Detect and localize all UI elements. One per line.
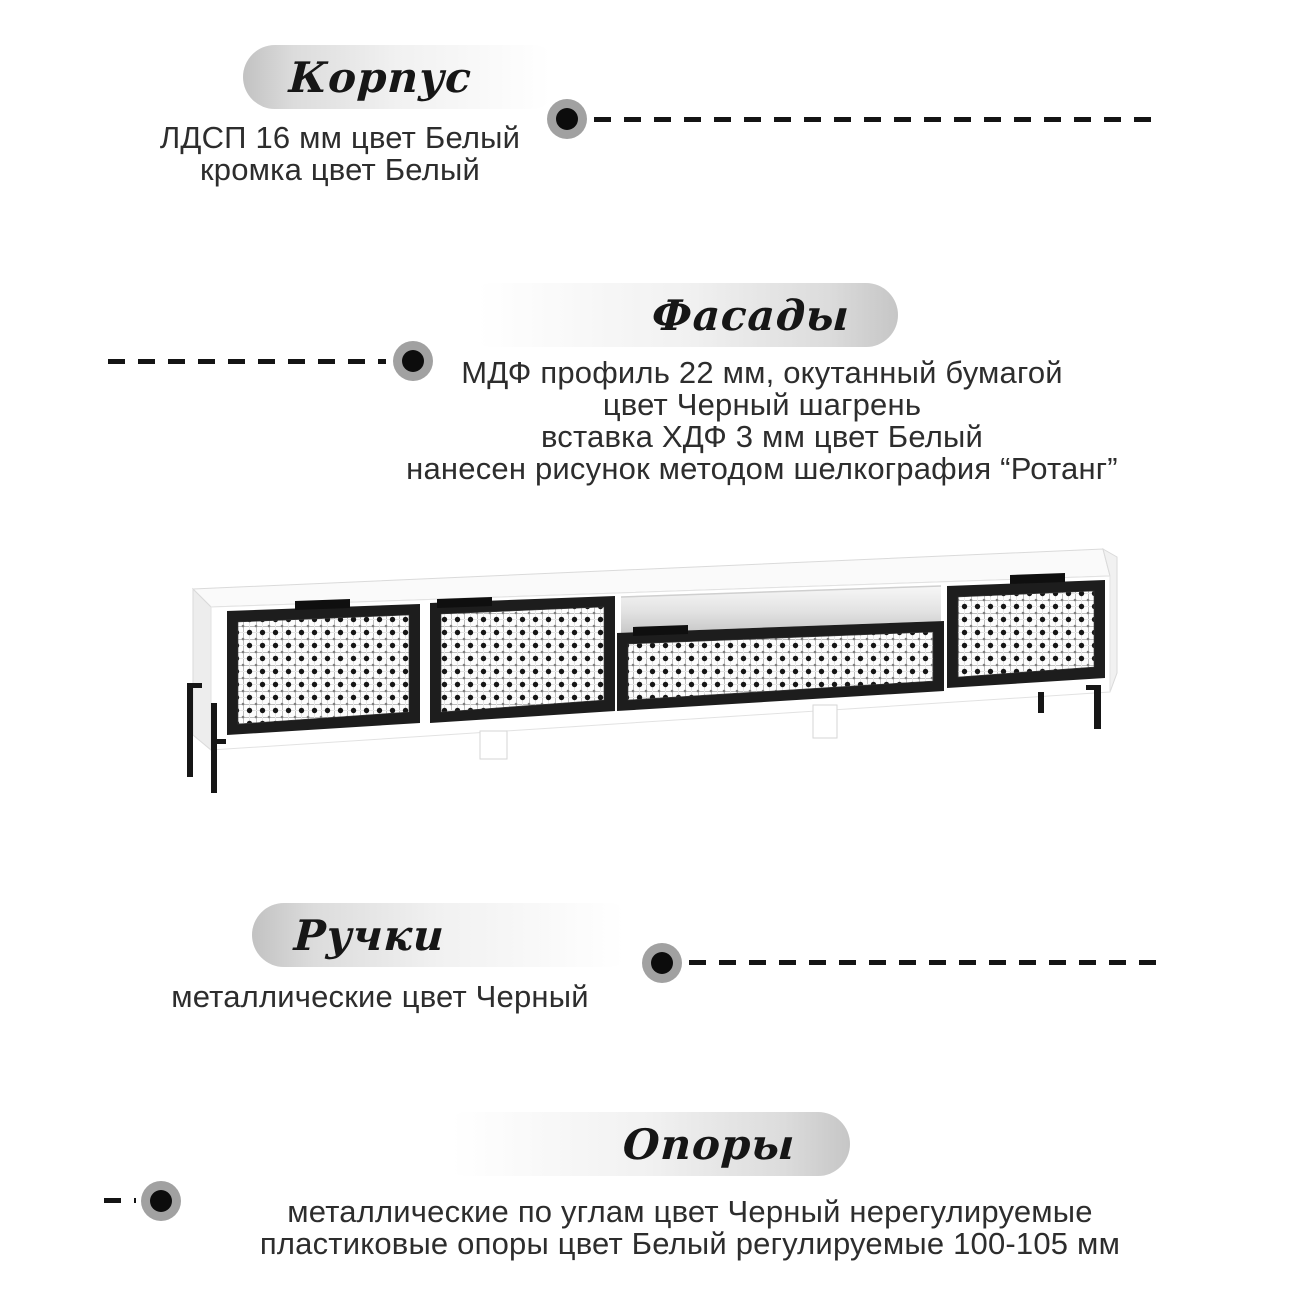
spec-line: нанесен рисунок методом шелкография “Ротанг” [406,451,1118,486]
spec-text-fasady [362,357,1162,485]
spec-line: металлические цвет Черный [171,979,589,1014]
cabinet-left-face [193,589,211,750]
plastic-foot [813,705,837,738]
spec-line: цвет Черный шагрень [602,387,922,422]
korpus-dashed-line [594,117,1164,122]
section-pill-opory [435,1112,850,1176]
section-pill-ruchki [252,903,640,967]
section-pill-fasady [460,283,898,347]
spec-text-opory [185,1196,1195,1260]
spec-line: кромка цвет Белый [200,152,480,187]
spec-line: вставка ХДФ 3 мм цвет Белый [540,419,984,454]
opory-marker-dot-icon [141,1181,181,1221]
section-title-fasady: Фасады [650,290,852,340]
spec-line: металлические по углам цвет Черный нерегулируемые [287,1194,1093,1229]
section-title-opory: Опоры [621,1119,797,1169]
section-pill-korpus [243,45,563,109]
fasady-dashed-line [108,359,386,364]
spec-line: пластиковые опоры цвет Белый регулируемые 100-105 мм [259,1226,1121,1261]
korpus-marker-dot-icon [547,99,587,139]
spec-text-korpus [130,122,550,186]
section-title-ruchki: Ручки [292,910,446,960]
tv-stand-image [165,535,1165,825]
section-title-korpus: Корпус [287,52,474,102]
spec-text-ruchki [155,981,605,1013]
plastic-foot [480,731,507,759]
ruchki-dashed-line [689,960,1160,965]
opory-dashed-line [104,1198,136,1203]
spec-line: МДФ профиль 22 мм, окутанный бумагой [461,355,1063,390]
spec-line: ЛДСП 16 мм цвет Белый [159,120,521,155]
ruchki-marker-dot-icon [642,943,682,983]
